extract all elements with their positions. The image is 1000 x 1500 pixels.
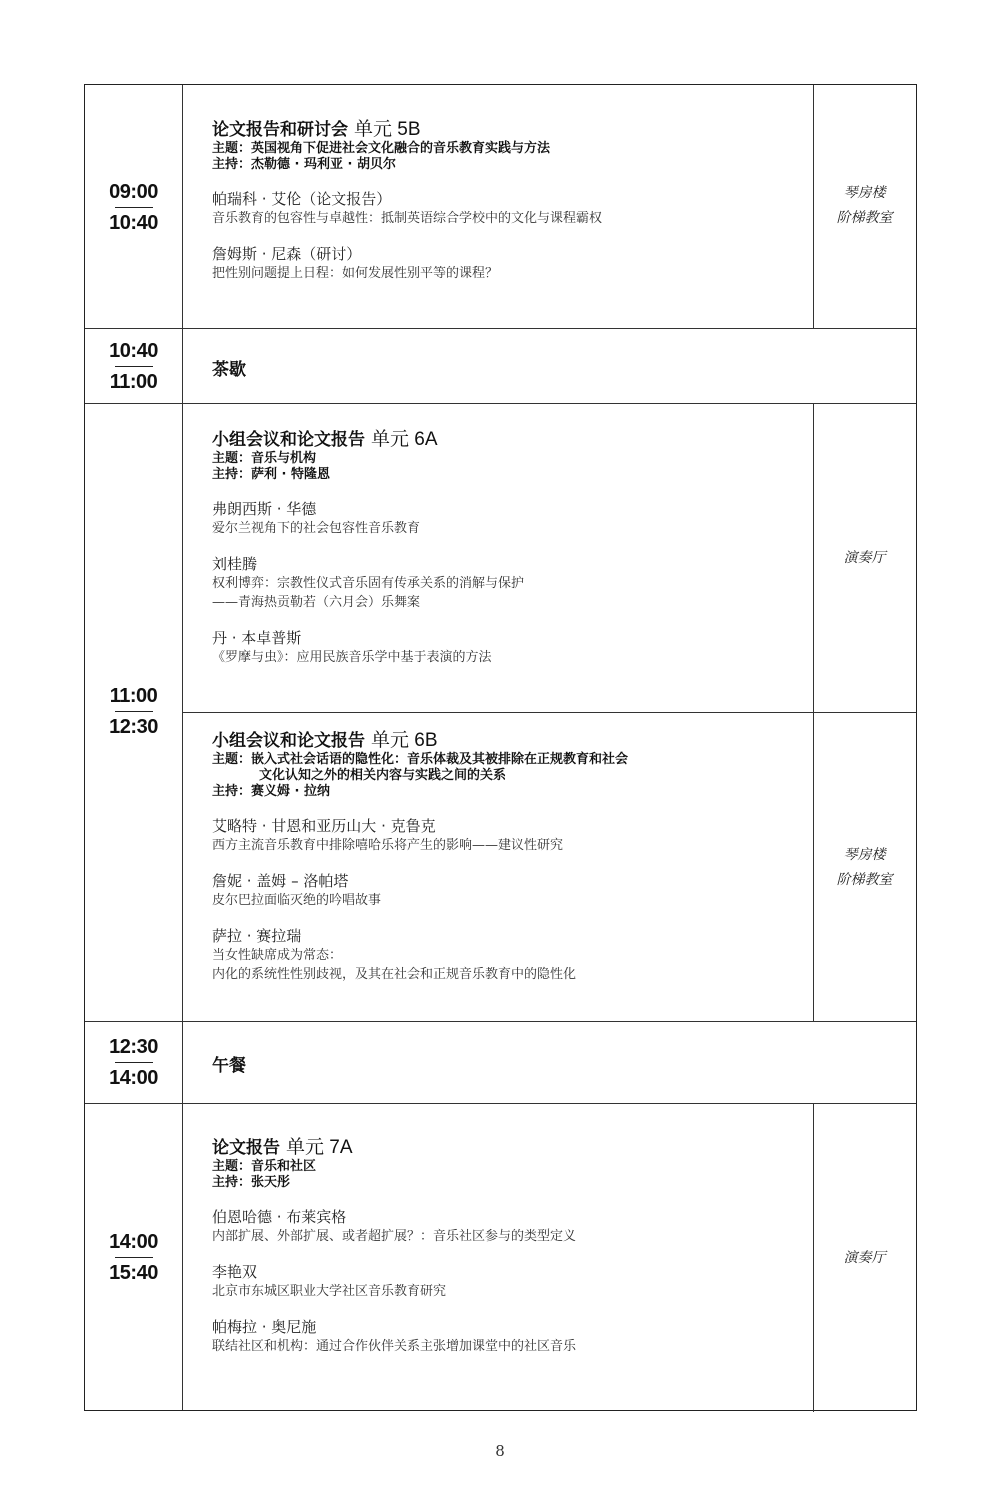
time-separator (115, 207, 153, 208)
row-divider (85, 403, 916, 404)
time-separator (115, 1062, 153, 1063)
talk-title: 权利博弈：宗教性仪式音乐固有传承关系的消解与保护 (212, 576, 525, 591)
session-theme: 主题：音乐和社区 (212, 1159, 317, 1174)
session-title-text: 小组会议和论文报告 (212, 731, 365, 751)
venue (813, 546, 916, 571)
venue (813, 843, 916, 893)
session-title (212, 730, 802, 752)
talk-item (212, 816, 802, 855)
time-slot (85, 1229, 182, 1286)
schedule-table (84, 84, 917, 1411)
row-divider (85, 1021, 916, 1022)
session-title (212, 119, 732, 141)
time-start: 10:40 (109, 340, 158, 362)
talk-speaker: 帕梅拉 · 奥尼施 (212, 1318, 317, 1336)
venue (813, 181, 916, 231)
talk-item (212, 871, 802, 910)
talk-item (212, 1262, 732, 1301)
time-slot (85, 338, 182, 395)
session-code: 单元 5B (354, 119, 421, 140)
session-5b (212, 119, 732, 283)
venue (813, 1246, 916, 1271)
talk-speaker: 弗朗西斯 · 华德 (212, 500, 317, 518)
time-separator (115, 711, 153, 712)
talk-speaker: 丹 · 本卓普斯 (212, 629, 302, 647)
page-number: 8 (495, 1442, 505, 1460)
talk-item (212, 499, 732, 538)
talk-speaker: 詹姆斯 · 尼森（研讨） (212, 245, 362, 263)
time-start: 11:00 (109, 685, 158, 707)
session-theme: 主题：英国视角下促进社会文化融合的音乐教育实践与方法 (212, 141, 551, 156)
session-title-text: 论文报告和研讨会 (212, 120, 348, 140)
talk-title: 皮尔巴拉面临灭绝的吟唱故事 (212, 893, 382, 908)
talk-item (212, 926, 802, 984)
column-divider (182, 85, 183, 1410)
time-start: 14:00 (109, 1231, 158, 1253)
session-7a (212, 1137, 732, 1356)
talk-subtitle: 内化的系统性性别歧视，及其在社会和正规音乐教育中的隐性化 (212, 967, 577, 982)
row-divider (85, 328, 916, 329)
talk-title: 《罗摩与虫》：应用民族音乐学中基于表演的方法 (212, 650, 492, 665)
venue-line: 琴房楼 (843, 847, 886, 863)
talk-item (212, 244, 732, 283)
talk-speaker: 刘桂腾 (212, 555, 258, 573)
session-host: 主持：萨利 · 特隆恩 (212, 467, 330, 482)
row-divider (85, 1103, 916, 1104)
talk-title: 爱尔兰视角下的社会包容性音乐教育 (212, 521, 421, 536)
time-start: 09:00 (109, 181, 158, 203)
talk-speaker: 詹妮 · 盖姆 – 洛帕塔 (212, 872, 349, 890)
talk-title: 把性别问题提上日程：如何发展性别平等的课程？ (212, 266, 499, 281)
talk-speaker: 萨拉 · 赛拉瑞 (212, 927, 302, 945)
subrow-divider (182, 712, 916, 713)
session-theme: 主题：音乐与机构 (212, 451, 317, 466)
lunch-break: 午餐 (212, 1056, 246, 1076)
session-theme-line: 主题：嵌入式社会话语的隐性化：音乐体裁及其被排除在正规教育和社会 (212, 752, 629, 767)
talk-item (212, 1207, 732, 1246)
talk-title: 当女性缺席成为常态： (212, 948, 343, 963)
session-host: 主持：张天彤 (212, 1175, 291, 1190)
talk-speaker: 伯恩哈德 · 布莱宾格 (212, 1208, 347, 1226)
session-code: 单元 6A (371, 429, 438, 450)
talk-title: 联结社区和机构：通过合作伙伴关系主张增加课堂中的社区音乐 (212, 1339, 577, 1354)
session-code: 单元 7A (286, 1137, 353, 1158)
time-end: 15:40 (109, 1262, 158, 1284)
time-end: 11:00 (109, 371, 158, 393)
time-start: 12:30 (109, 1036, 158, 1058)
time-slot (85, 179, 182, 236)
session-title-text: 小组会议和论文报告 (212, 430, 365, 450)
session-6b (212, 730, 802, 984)
talk-speaker: 帕瑞科 · 艾伦（论文报告） (212, 190, 392, 208)
session-theme-line: 文化认知之外的相关内容与实践之间的关系 (259, 768, 507, 783)
venue-line: 阶梯教室 (836, 210, 893, 226)
session-theme (212, 752, 802, 784)
talk-item (212, 1317, 732, 1356)
venue-line: 琴房楼 (843, 185, 886, 201)
talk-item (212, 189, 732, 228)
session-host: 主持：赛义姆 · 拉纳 (212, 784, 330, 799)
time-separator (115, 1257, 153, 1258)
venue-line: 演奏厅 (843, 1250, 886, 1266)
time-slot (85, 683, 182, 740)
time-slot (85, 1034, 182, 1091)
talk-title: 内部扩展、外部扩展、或者超扩展？：音乐社区参与的类型定义 (212, 1229, 577, 1244)
talk-item (212, 628, 732, 667)
talk-title: 北京市东城区职业大学社区音乐教育研究 (212, 1284, 447, 1299)
session-host: 主持：杰勒德 · 玛利亚 · 胡贝尔 (212, 157, 396, 172)
time-separator (115, 366, 153, 367)
tea-break: 茶歇 (212, 360, 246, 380)
time-end: 10:40 (109, 212, 158, 234)
venue-line: 阶梯教室 (836, 872, 893, 888)
venue-line: 演奏厅 (843, 550, 886, 566)
time-end: 12:30 (109, 716, 158, 738)
session-6a (212, 429, 732, 667)
session-title (212, 1137, 732, 1159)
talk-title: 音乐教育的包容性与卓越性：抵制英语综合学校中的文化与课程霸权 (212, 211, 603, 226)
talk-title: 西方主流音乐教育中排除嘻哈乐将产生的影响——建议性研究 (212, 838, 564, 853)
session-title (212, 429, 732, 451)
talk-speaker: 李艳双 (212, 1263, 258, 1281)
session-code: 单元 6B (371, 730, 438, 751)
talk-subtitle: ——青海热贡勒若（六月会）乐舞案 (212, 595, 421, 610)
time-end: 14:00 (109, 1067, 158, 1089)
talk-item (212, 554, 732, 612)
session-title-text: 论文报告 (212, 1138, 280, 1158)
talk-speaker: 艾略特 · 甘恩和亚历山大 · 克鲁克 (212, 817, 436, 835)
